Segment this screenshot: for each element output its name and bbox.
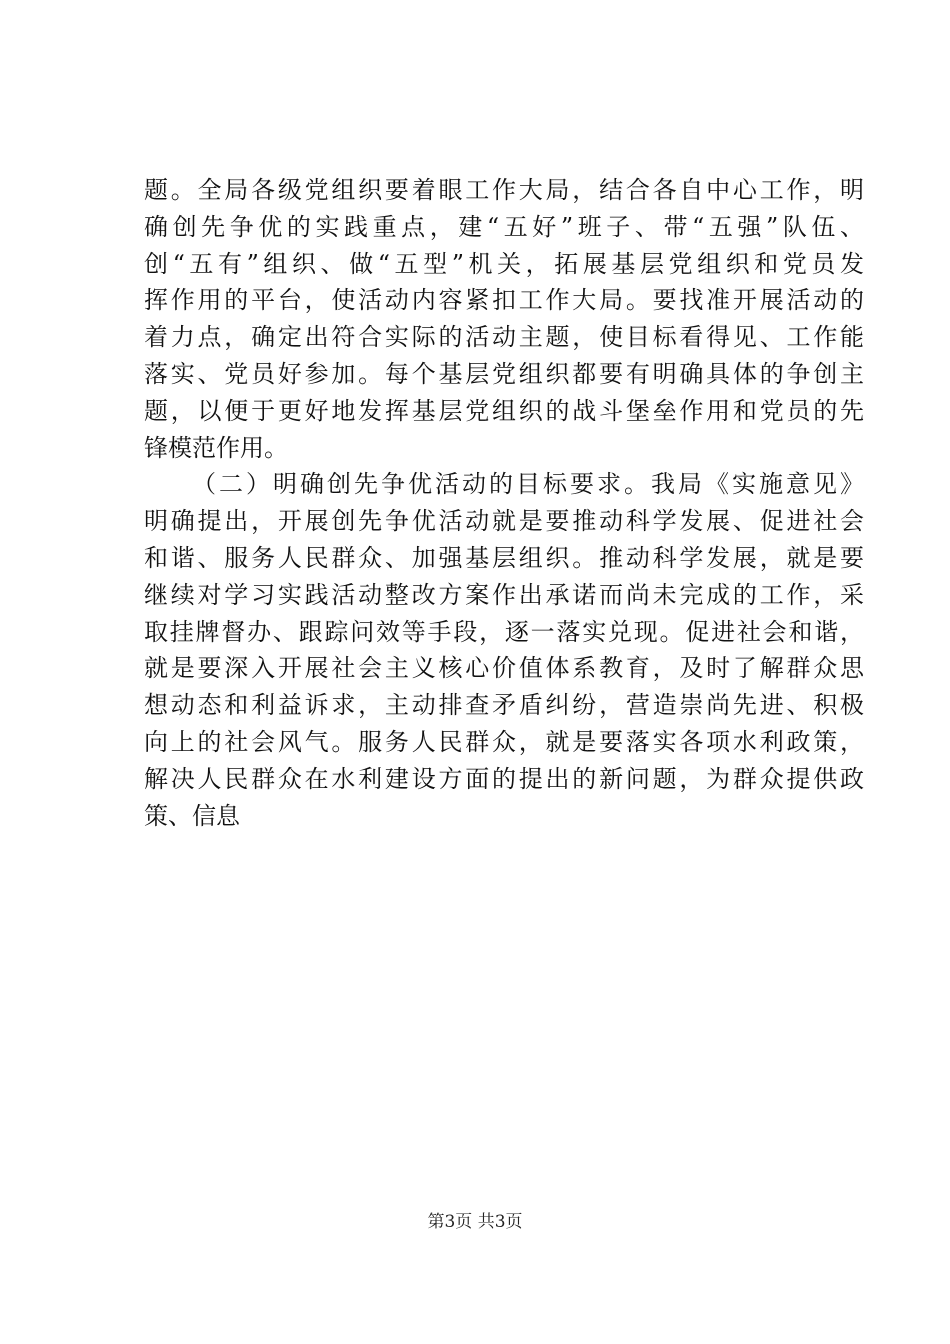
paragraph-2-line-5: 取挂牌督办、跟踪问效等手段，逐一落实兑现。促进社会和谐， — [144, 617, 864, 646]
paragraph-2-line-8: 向上的社会风气。服务人民群众，就是要落实各项水利政策， — [144, 727, 864, 756]
paragraph-2-line-10: 策、信息 — [144, 801, 240, 830]
page-footer — [0, 1210, 950, 1234]
paragraph-2-line-1: （二）明确创先争优活动的目标要求。我局《实施意见》 — [192, 470, 864, 499]
paragraph-1-line-6: 落实、党员好参加。每个基层党组织都要有明确具体的争创主 — [144, 359, 864, 388]
paragraph-2-line-4: 继续对学习实践活动整改方案作出承诺而尚未完成的工作，采 — [144, 580, 864, 609]
paragraph-1-line-2: 确创先争优的实践重点，建“五好”班子、带“五强”队伍、 — [144, 212, 864, 241]
paragraph-2-line-2: 明确提出，开展创先争优活动就是要推动科学发展、促进社会 — [144, 507, 864, 536]
paragraph-1-line-4: 挥作用的平台，使活动内容紧扣工作大局。要找准开展活动的 — [144, 286, 864, 315]
page-number-label: 第3页 共3页 — [427, 1212, 523, 1232]
paragraph-1-line-7: 题，以便于更好地发挥基层党组织的战斗堡垒作用和党员的先 — [144, 396, 864, 425]
paragraph-2-line-9: 解决人民群众在水利建设方面的提出的新问题，为群众提供政 — [144, 764, 864, 793]
paragraph-1-line-1: 题。全局各级党组织要着眼工作大局，结合各自中心工作，明 — [144, 176, 864, 204]
paragraph-1-line-8: 锋模范作用。 — [144, 433, 288, 462]
paragraph-2-line-3: 和谐、服务人民群众、加强基层组织。推动科学发展，就是要 — [144, 543, 864, 572]
paragraph-2-line-6: 就是要深入开展社会主义核心价值体系教育，及时了解群众思 — [144, 654, 864, 683]
paragraph-2-line-7: 想动态和利益诉求，主动排查矛盾纠纷，营造崇尚先进、积极 — [144, 691, 864, 720]
paragraph-1-line-3: 创“五有”组织、做“五型”机关，拓展基层党组织和党员发 — [144, 249, 864, 278]
document-body — [144, 172, 864, 834]
paragraph-1-line-5: 着力点，确定出符合实际的活动主题，使目标看得见、工作能 — [144, 323, 864, 352]
